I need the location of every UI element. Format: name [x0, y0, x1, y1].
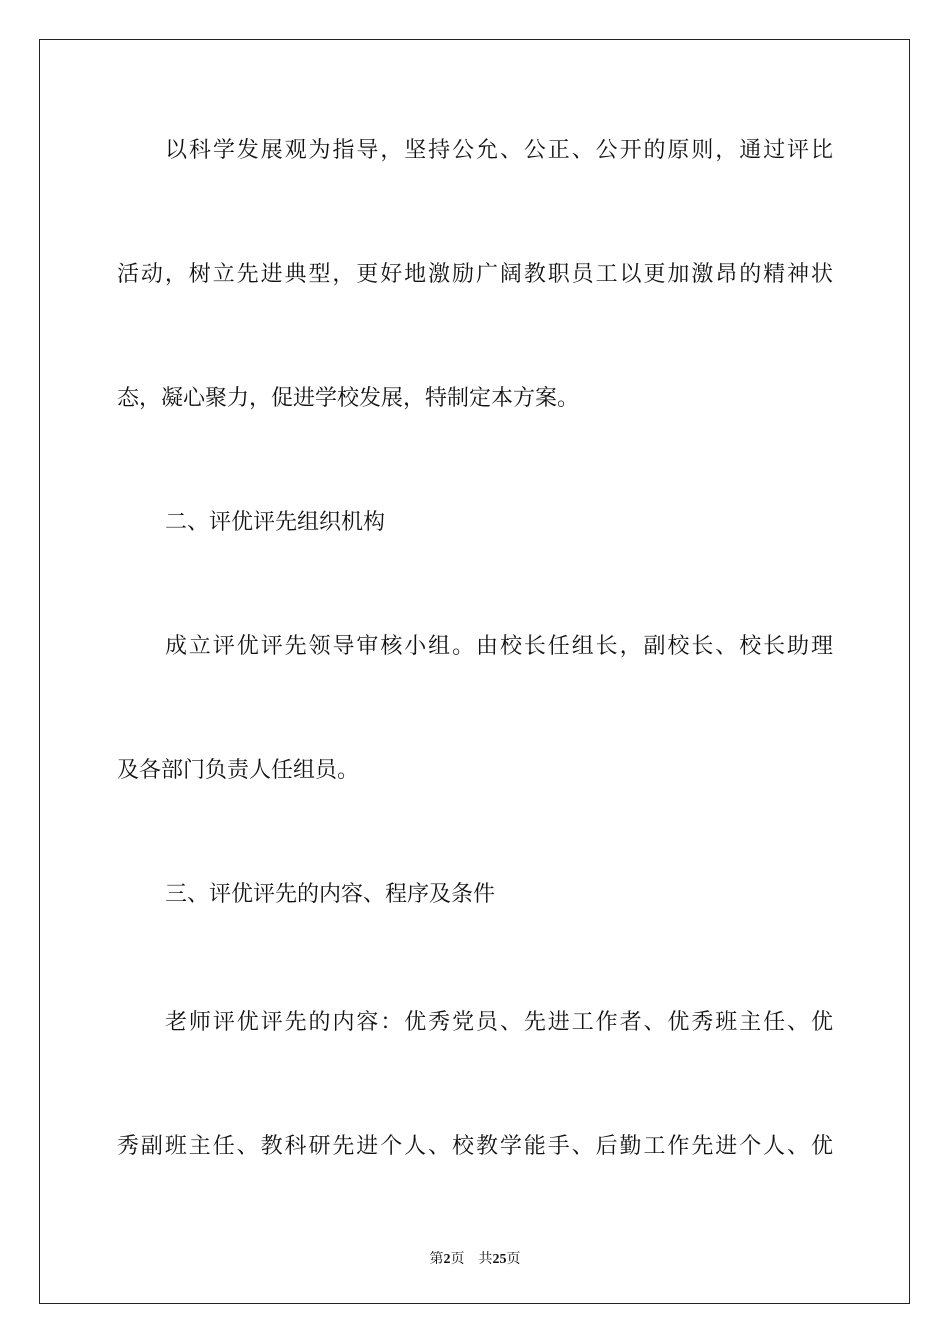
- footer-page-number: 2: [443, 1252, 451, 1267]
- footer-total-pages: 25: [492, 1252, 507, 1267]
- section-heading: 二、评优评先组织机构: [165, 510, 386, 535]
- section-heading: 三、评优评先的内容、程序及条件: [165, 882, 496, 907]
- footer-page-suffix: 页: [450, 1251, 465, 1267]
- page-border: [39, 39, 910, 1304]
- footer-total-suffix: 页: [506, 1251, 521, 1267]
- paragraph-line: 老师评优评先的内容：优秀党员、先进工作者、优秀班主任、优: [165, 1010, 833, 1035]
- paragraph-line: 态，凝心聚力，促进学校发展，特制定本方案。: [117, 386, 580, 411]
- page-footer: [0, 1248, 950, 1268]
- footer-page-prefix: 第: [429, 1251, 444, 1267]
- paragraph-line: 秀副班主任、教科研先进个人、校教学能手、后勤工作先进个人、优: [117, 1134, 833, 1159]
- paragraph-line: 成立评优评先领导审核小组。由校长任组长，副校长、校长助理: [165, 634, 833, 659]
- paragraph-line: 活动，树立先进典型，更好地激励广阔教职员工以更加激昂的精神状: [117, 262, 833, 287]
- paragraph-line: 以科学发展观为指导，坚持公允、公正、公开的原则，通过评比: [165, 138, 833, 163]
- footer-total-prefix: 共: [478, 1251, 493, 1267]
- paragraph-line: 及各部门负责人任组员。: [117, 758, 360, 783]
